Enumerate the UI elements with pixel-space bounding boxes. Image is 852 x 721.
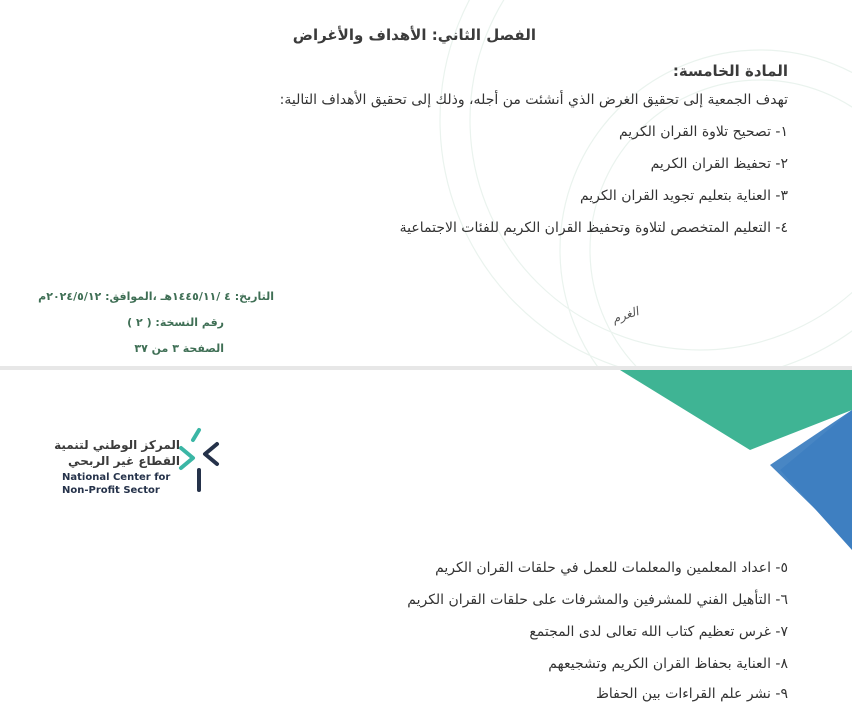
goal-item: ٢- تحفيظ القران الكريم	[650, 156, 788, 172]
article-heading: المادة الخامسة:	[672, 62, 788, 80]
logo-mark-icon	[177, 426, 237, 496]
goal-item: ٦- التأهيل الفني للمشرفين والمشرفات على حلقات القران الكريم	[407, 592, 788, 608]
goal-item: ٩- نشر علم القراءات بين الحفاظ	[595, 686, 788, 702]
document-page-bottom	[0, 370, 852, 721]
logo-arabic-line2: القطاع غير الربحي	[68, 454, 180, 468]
goal-item: ٨- العناية بحفاظ القران الكريم وتشجيعهم	[548, 656, 788, 672]
goal-item: ٣- العناية بتعليم تجويد القران الكريم	[579, 188, 788, 204]
footer-page-number: الصفحة ٣ من ٣٧	[134, 342, 224, 355]
logo-arabic-line1: المركز الوطني لتنمية	[54, 438, 180, 452]
chapter-title: الفصل الثاني: الأهداف والأغراض	[292, 26, 536, 44]
footer-copy-number: رقم النسخة: ( ٢ )	[127, 316, 224, 329]
intro-paragraph: تهدف الجمعية إلى تحقيق الغرض الذي أنشئت من أجله، وذلك إلى تحقيق الأهداف التالية:	[279, 92, 788, 108]
logo-english-line1: National Center for	[62, 472, 171, 483]
signature: الغرم	[610, 304, 641, 326]
footer-date: التاريخ: ٤ /١٤٤٥/١١هـ ،الموافق: ٢٠٢٤/٥/١٢م	[38, 290, 274, 303]
goal-item: ٧- غرس تعظيم كتاب الله تعالى لدى المجتمع	[529, 624, 788, 640]
goal-item: ٥- اعداد المعلمين والمعلمات للعمل في حلقات القران الكريم	[435, 560, 788, 576]
logo-english-line2: Non-Profit Sector	[62, 485, 160, 496]
goal-item: ٤- التعليم المتخصص لتلاوة وتحفيظ القران الكريم للفئات الاجتماعية	[399, 220, 788, 236]
goal-item: ١- تصحيح تلاوة القران الكريم	[618, 124, 788, 140]
organization-logo	[54, 426, 242, 496]
